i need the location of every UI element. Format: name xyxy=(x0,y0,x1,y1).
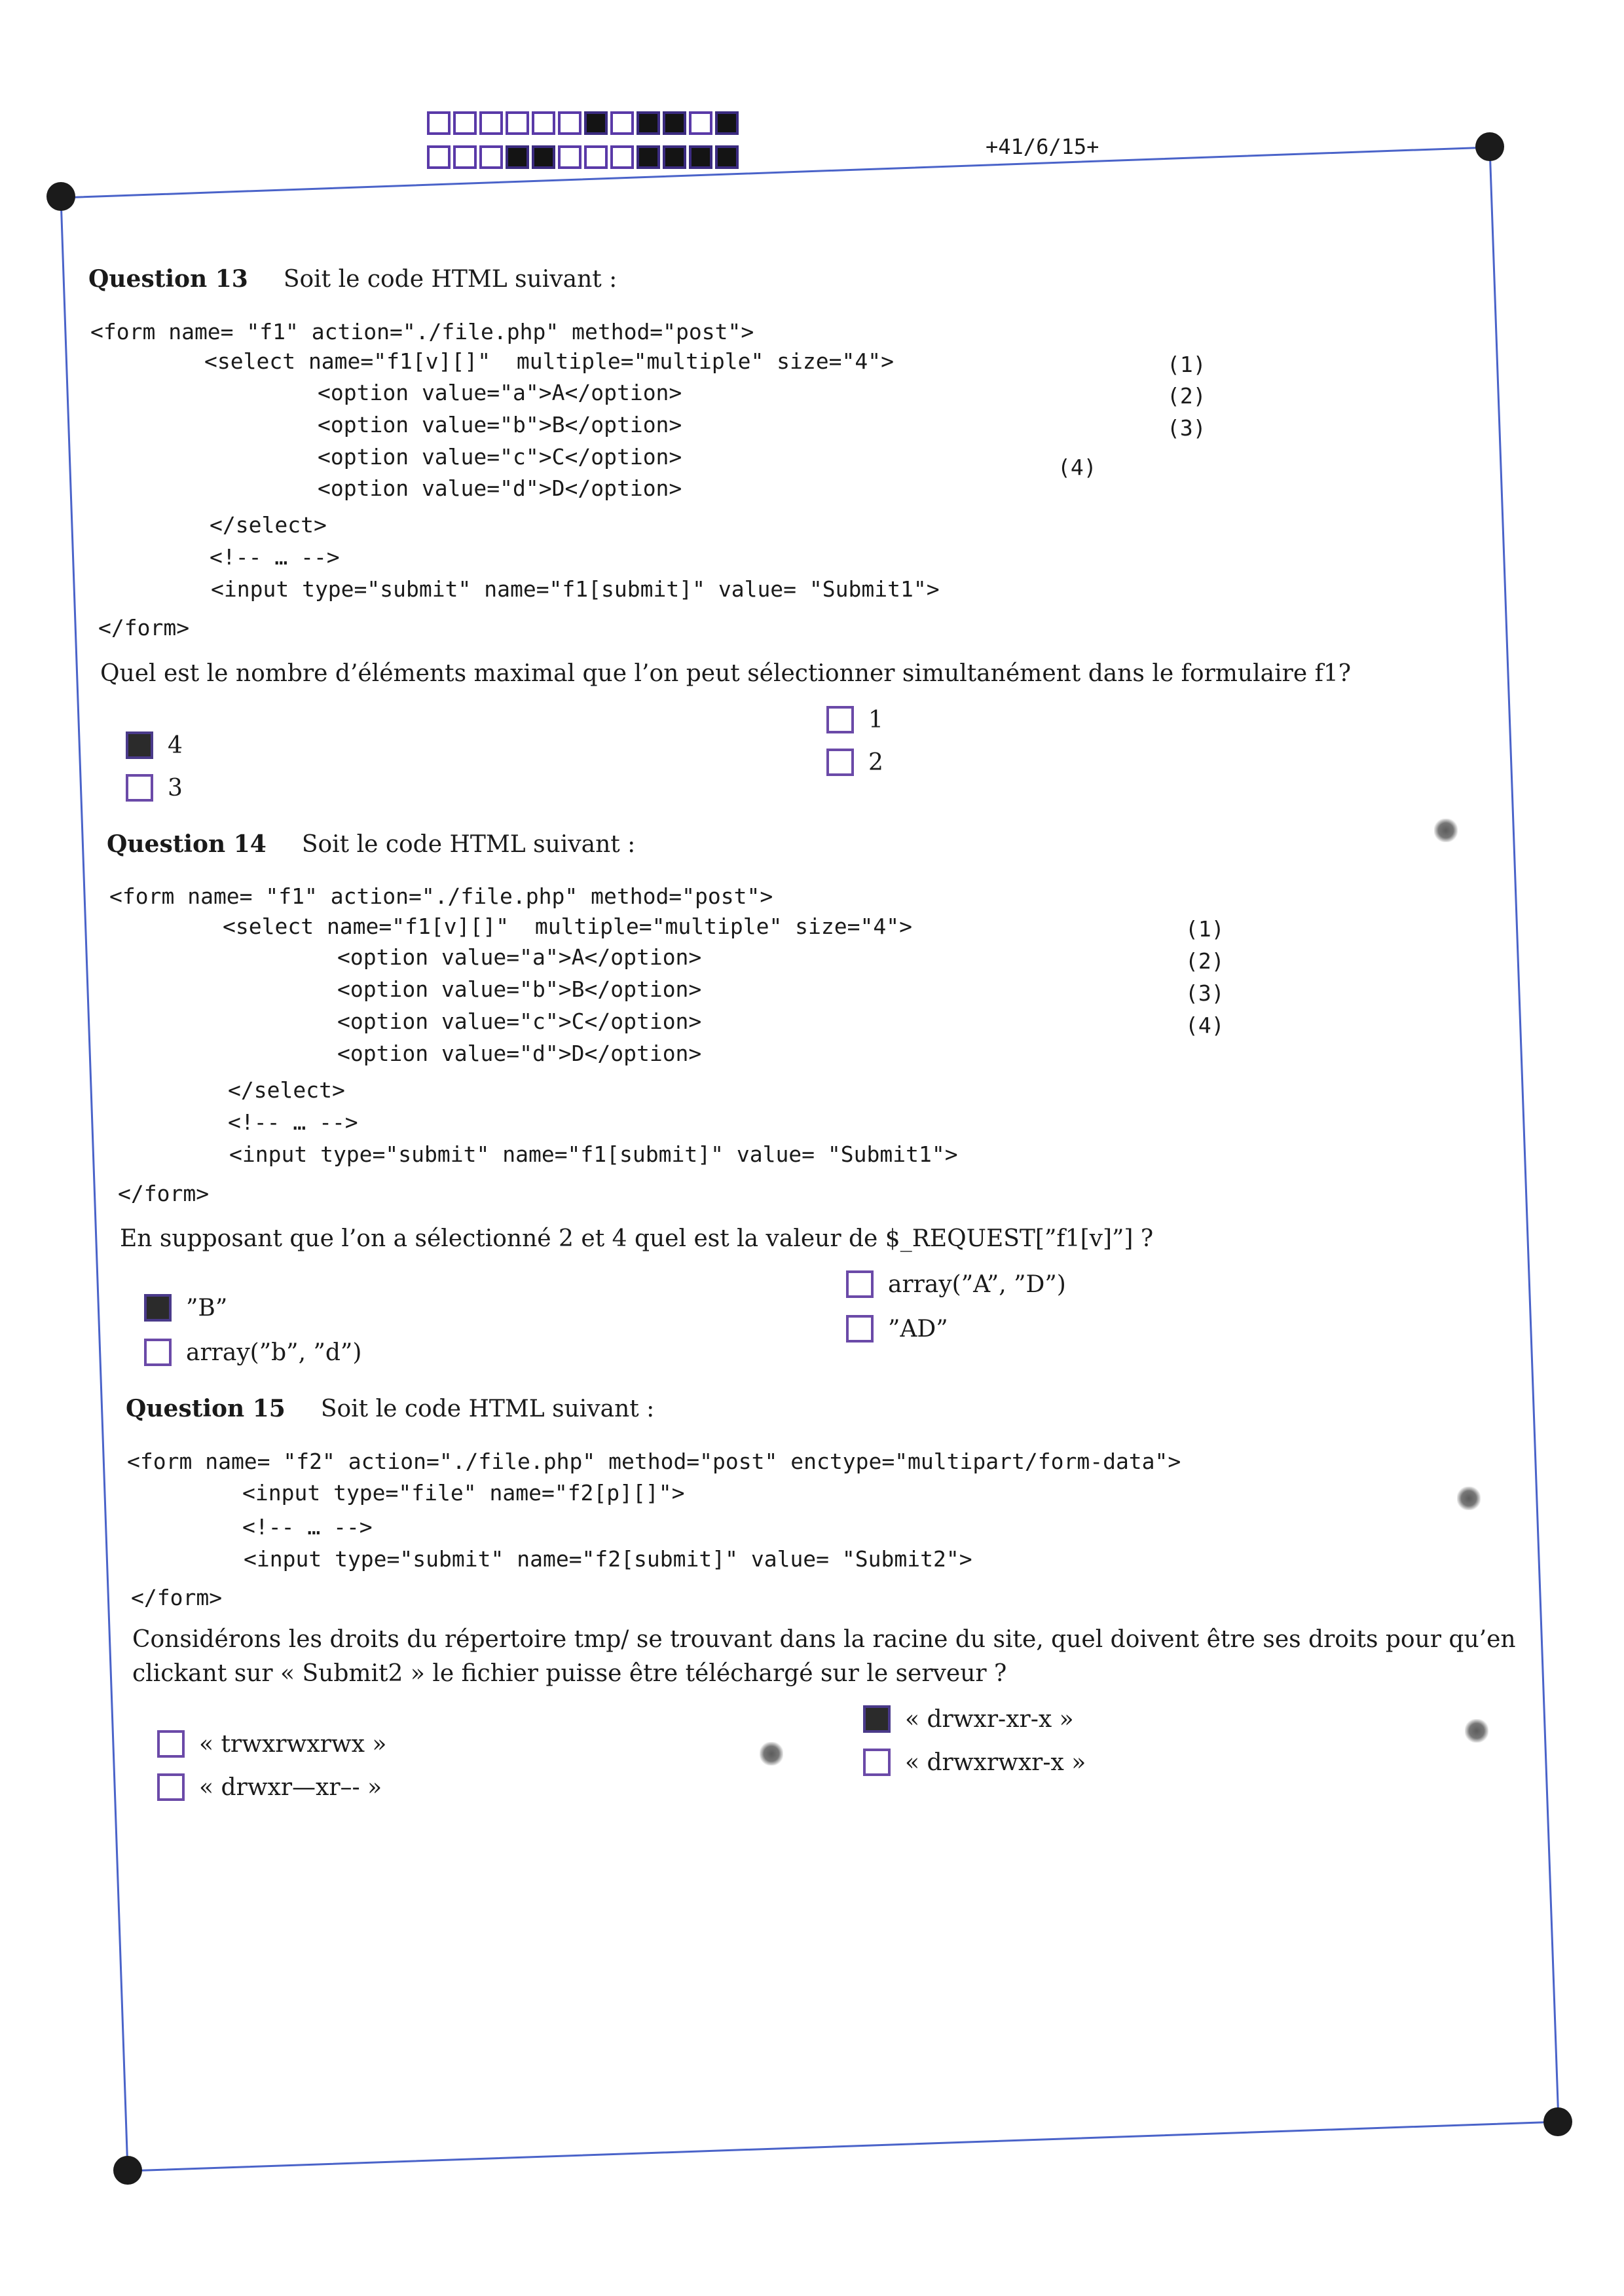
checkbox[interactable] xyxy=(126,774,153,802)
code-line: <form name= "f1" action="./file.php" method="post"> xyxy=(90,319,754,344)
barcode-cell-empty xyxy=(610,111,634,135)
barcode-cell-filled xyxy=(506,145,529,169)
answer-choice[interactable] xyxy=(157,1730,386,1758)
barcode-cell-empty xyxy=(584,145,608,169)
code-line-number: (1) xyxy=(1185,916,1225,942)
question-text: Quel est le nombre d’éléments maximal que l’on peut sélectionner simultanément dans le formulaire f1? xyxy=(100,660,1352,687)
choice-label: 2 xyxy=(868,749,883,776)
code-line: </form> xyxy=(118,1181,210,1206)
choice-label: « drwxrwxr-x » xyxy=(905,1749,1086,1776)
checkbox[interactable] xyxy=(846,1315,874,1342)
answer-choice[interactable] xyxy=(144,1294,227,1322)
choice-label: « trwxrwxrwx » xyxy=(199,1730,387,1758)
barcode-cell-empty xyxy=(479,145,503,169)
checkbox-checked[interactable] xyxy=(144,1294,172,1322)
choice-label: array(”b”, ”d”) xyxy=(186,1339,362,1366)
barcode-cell-filled xyxy=(532,145,555,169)
ink-smudge xyxy=(1457,1487,1481,1510)
question-intro: Soit le code HTML suivant : xyxy=(301,831,636,858)
page-id: +41/6/15+ xyxy=(986,134,1099,159)
answer-choice[interactable] xyxy=(157,1773,382,1801)
checkbox[interactable] xyxy=(144,1339,172,1366)
barcode-cell-empty xyxy=(479,111,503,135)
barcode-cell-filled xyxy=(689,145,712,169)
barcode-cell-filled xyxy=(584,111,608,135)
checkbox[interactable] xyxy=(826,749,854,776)
code-line-number: (4) xyxy=(1058,454,1097,480)
answer-choice[interactable] xyxy=(863,1749,1086,1776)
barcode-cell-empty xyxy=(427,145,451,169)
code-line: <input type="file" name="f2[p][]"> xyxy=(242,1480,685,1506)
code-line: <option value="d">D</option> xyxy=(318,475,682,501)
choice-label: 4 xyxy=(168,731,183,759)
code-line: <option value="b">B</option> xyxy=(318,412,682,437)
barcode-row-2 xyxy=(427,145,739,169)
checkbox-checked[interactable] xyxy=(126,731,153,759)
choice-label: array(”A”, ”D”) xyxy=(888,1270,1066,1298)
code-line: <option value="a">A</option> xyxy=(337,944,702,970)
code-line-number: (3) xyxy=(1185,980,1225,1006)
question-label: Question 13 xyxy=(88,265,248,293)
code-line: <option value="d">D</option> xyxy=(337,1041,702,1066)
answer-choice[interactable] xyxy=(144,1339,361,1366)
question-intro: Soit le code HTML suivant : xyxy=(283,266,618,293)
answer-choice[interactable] xyxy=(826,749,883,776)
code-line-number: (2) xyxy=(1167,383,1206,409)
code-line: <option value="a">A</option> xyxy=(318,380,682,405)
code-line: <!-- … --> xyxy=(210,544,340,570)
choice-label: « drwxr—xr–- » xyxy=(199,1773,382,1801)
checkbox[interactable] xyxy=(846,1270,874,1298)
code-line-number: (1) xyxy=(1167,352,1206,377)
barcode-cell-empty xyxy=(558,111,581,135)
barcode-cell-filled xyxy=(663,111,686,135)
answer-choice[interactable] xyxy=(863,1705,1074,1733)
code-line: <option value="c">C</option> xyxy=(337,1009,702,1034)
choice-label: ”B” xyxy=(186,1294,228,1322)
code-line: <input type="submit" name="f1[submit]" value= "Submit1"> xyxy=(211,576,940,602)
corner-marker-bottom-left xyxy=(113,2156,142,2185)
ink-smudge xyxy=(1434,819,1458,842)
barcode-cell-empty xyxy=(558,145,581,169)
barcode-cell-filled xyxy=(715,145,739,169)
ink-smudge xyxy=(1465,1719,1488,1743)
code-line-number: (3) xyxy=(1167,415,1206,441)
code-line: <input type="submit" name="f2[submit]" value= "Submit2"> xyxy=(244,1546,972,1572)
code-line: </select> xyxy=(210,512,327,538)
choice-label: « drwxr-xr-x » xyxy=(905,1705,1074,1733)
code-line: </form> xyxy=(98,615,190,640)
code-line-number: (4) xyxy=(1185,1012,1225,1038)
answer-choice[interactable] xyxy=(126,731,183,759)
choice-label: 3 xyxy=(168,774,183,802)
code-line: <input type="submit" name="f1[submit]" value= "Submit1"> xyxy=(229,1141,958,1167)
choice-label: 1 xyxy=(868,706,883,733)
code-line: <option value="c">C</option> xyxy=(318,444,682,470)
code-line: </form> xyxy=(131,1585,223,1610)
code-line: <form name= "f2" action="./file.php" method="post" enctype="multipart/form-data"> xyxy=(127,1449,1181,1474)
barcode-cell-empty xyxy=(506,111,529,135)
question-label: Question 15 xyxy=(126,1395,286,1422)
barcode-row-1 xyxy=(427,111,739,135)
code-line: <form name= "f1" action="./file.php" method="post"> xyxy=(109,883,773,909)
barcode-cell-empty xyxy=(427,111,451,135)
code-line: <option value="b">B</option> xyxy=(337,976,702,1002)
question-text: Considérons les droits du répertoire tmp/ se trouvant dans la racine du site, quel doivent être ses droits pour qu’en clickant sur « Submit2 » le fichier puisse être téléchargé sur le serveur ? xyxy=(132,1626,1516,1688)
question-13-heading xyxy=(88,265,617,293)
code-line-number: (2) xyxy=(1185,948,1225,974)
barcode-cell-filled xyxy=(715,111,739,135)
question-15-heading xyxy=(126,1395,654,1422)
choice-label: ”AD” xyxy=(888,1315,948,1342)
barcode-cell-empty xyxy=(453,145,477,169)
question-intro: Soit le code HTML suivant : xyxy=(320,1396,655,1422)
ink-smudge xyxy=(760,1742,783,1766)
barcode-cell-empty xyxy=(532,111,555,135)
checkbox[interactable] xyxy=(863,1749,891,1776)
question-label: Question 14 xyxy=(107,830,267,858)
code-line: <!-- … --> xyxy=(242,1514,373,1540)
barcode-cell-filled xyxy=(637,111,660,135)
corner-marker-top-left xyxy=(46,182,75,211)
code-line: </select> xyxy=(228,1077,345,1103)
barcode-cell-filled xyxy=(637,145,660,169)
answer-choice[interactable] xyxy=(846,1315,948,1342)
answer-choice[interactable] xyxy=(846,1270,1066,1298)
barcode-cell-empty xyxy=(689,111,712,135)
code-line: <select name="f1[v][]" multiple="multiple" size="4"> xyxy=(204,348,894,374)
checkbox[interactable] xyxy=(826,706,854,733)
barcode-cell-empty xyxy=(610,145,634,169)
barcode-cell-filled xyxy=(663,145,686,169)
checkbox[interactable] xyxy=(157,1773,185,1801)
code-line: <!-- … --> xyxy=(228,1109,358,1135)
code-line: <select name="f1[v][]" multiple="multiple" size="4"> xyxy=(223,914,912,939)
checkbox[interactable] xyxy=(157,1730,185,1758)
barcode-cell-empty xyxy=(453,111,477,135)
corner-marker-bottom-right xyxy=(1543,2107,1572,2136)
answer-choice[interactable] xyxy=(826,706,883,733)
question-text: En supposant que l’on a sélectionné 2 et 4 quel est la valeur de $_REQUEST[”f1[v]”] ? xyxy=(120,1225,1154,1252)
corner-marker-top-right xyxy=(1475,132,1504,161)
answer-choice[interactable] xyxy=(126,774,183,802)
checkbox-checked[interactable] xyxy=(863,1705,891,1733)
question-14-heading xyxy=(107,830,635,858)
